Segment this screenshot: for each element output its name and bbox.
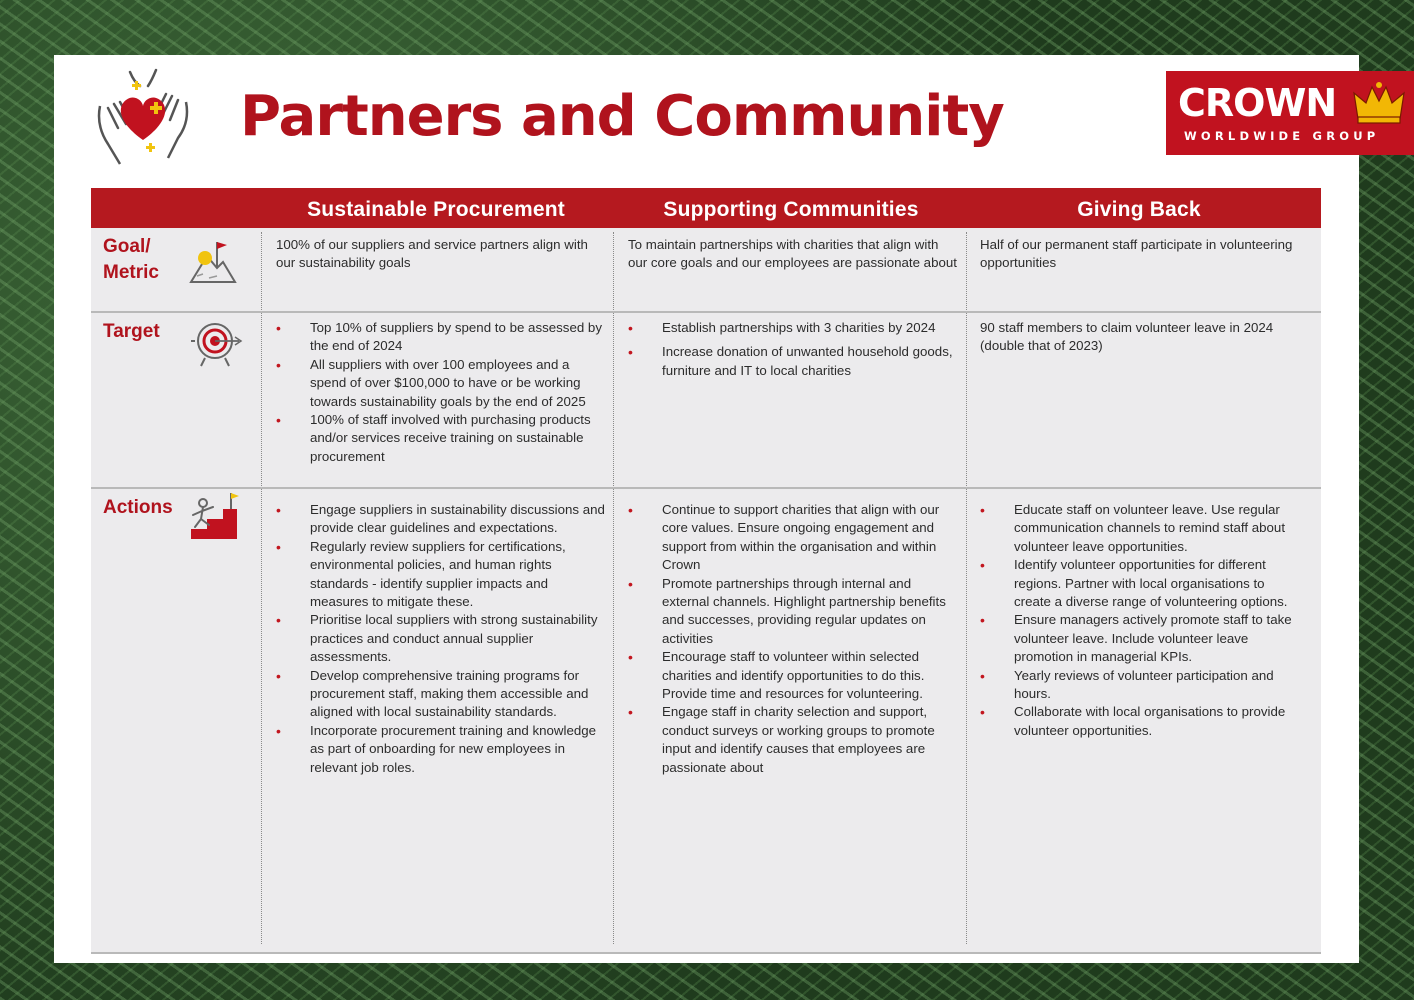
- row-label-actions: Actions: [103, 497, 173, 518]
- page-title: Partners and Community: [240, 84, 1004, 149]
- actions-procurement: [276, 501, 606, 777]
- crown-icon: [1352, 81, 1406, 125]
- list-item: • Continue to support charities that align with our core values. Ensure ongoing engagement and support from within the organisation and within Crown: [628, 501, 960, 575]
- list-item: • Identify volunteer opportunities for different regions. Partner with local organisations to create a diverse range of volunteering options.: [980, 556, 1300, 611]
- logo-subtitle: WORLDWIDE GROUP: [1184, 129, 1380, 143]
- goal-communities: To maintain partnerships with charities that align with our core goals and our employees are passionate about: [628, 237, 957, 271]
- list-item: • Increase donation of unwanted household goods, furniture and IT to local charities: [628, 343, 960, 380]
- list-item: • Incorporate procurement training and knowledge as part of onboarding for new employees in relevant job roles.: [276, 722, 606, 777]
- goal-procurement: 100% of our suppliers and service partners align with our sustainability goals: [276, 237, 588, 271]
- list-item: • Encourage staff to volunteer within selected charities and identify opportunities to do this. Provide time and resources for volunteering.: [628, 648, 960, 703]
- climber-stairs-icon: [189, 491, 241, 541]
- list-item: • Establish partnerships with 3 charities by 2024: [628, 319, 960, 337]
- list-item: • Promote partnerships through internal and external channels. Highlight partnership benefits and successes, providing regular updates on activities: [628, 575, 960, 649]
- list-item: • Top 10% of suppliers by spend to be assessed by the end of 2024: [276, 319, 606, 356]
- crown-logo: [1166, 71, 1414, 155]
- mountain-flag-icon: [187, 238, 239, 288]
- hands-heart-icon: [90, 66, 196, 168]
- column-header: Sustainable Procurement: [307, 198, 565, 221]
- logo-name: CROWN: [1178, 81, 1337, 125]
- target-row: [91, 313, 1321, 489]
- goal-metric-row: [91, 228, 1321, 313]
- list-item: • Collaborate with local organisations to provide volunteer opportunities.: [980, 703, 1300, 740]
- row-label-target: Target: [103, 321, 160, 342]
- list-item: • Educate staff on volunteer leave. Use regular communication channels to remind staff about volunteer leave opportunities.: [980, 501, 1300, 556]
- list-item: • 100% of staff involved with purchasing products and/or services receive training on sustainable procurement: [276, 411, 606, 466]
- actions-row: [91, 489, 1321, 949]
- list-item: • Ensure managers actively promote staff to take volunteer leave. Include volunteer leave promotion in managerial KPIs.: [980, 611, 1300, 666]
- strategy-table: [91, 188, 1321, 954]
- target-procurement: [276, 319, 606, 466]
- column-header: Supporting Communities: [663, 198, 919, 221]
- list-item: • Yearly reviews of volunteer participation and hours.: [980, 667, 1300, 704]
- list-item: • Regularly review suppliers for certifications, environmental policies, and human rights standards - identify supplier impacts and measures to mitigate these.: [276, 538, 606, 612]
- row-label-goal: Goal/ Metric: [103, 236, 159, 283]
- target-communities: [628, 319, 960, 380]
- list-item: • Prioritise local suppliers with strong sustainability practices and conduct annual supplier assessments.: [276, 611, 606, 666]
- goal-giving: Half of our permanent staff participate in volunteering opportunities: [980, 237, 1293, 271]
- list-item: • Engage suppliers in sustainability discussions and provide clear guidelines and expectations.: [276, 501, 606, 538]
- target-giving: 90 staff members to claim volunteer leave in 2024 (double that of 2023): [980, 320, 1274, 354]
- target-icon: [191, 319, 243, 369]
- table-header: [91, 188, 1321, 228]
- list-item: • Engage staff in charity selection and support, conduct surveys or working groups to promote input and identify causes that employees are passionate about: [628, 703, 960, 777]
- actions-giving: [980, 501, 1300, 740]
- list-item: • Develop comprehensive training programs for procurement staff, making them accessible and aligned with local sustainability standards.: [276, 667, 606, 722]
- list-item: • All suppliers with over 100 employees and a spend of over $100,000 to have or be working towards sustainability goals by the end of 2025: [276, 356, 606, 411]
- table-bottom-rule: [91, 952, 1321, 954]
- actions-communities: [628, 501, 960, 777]
- column-header: Giving Back: [1077, 198, 1201, 221]
